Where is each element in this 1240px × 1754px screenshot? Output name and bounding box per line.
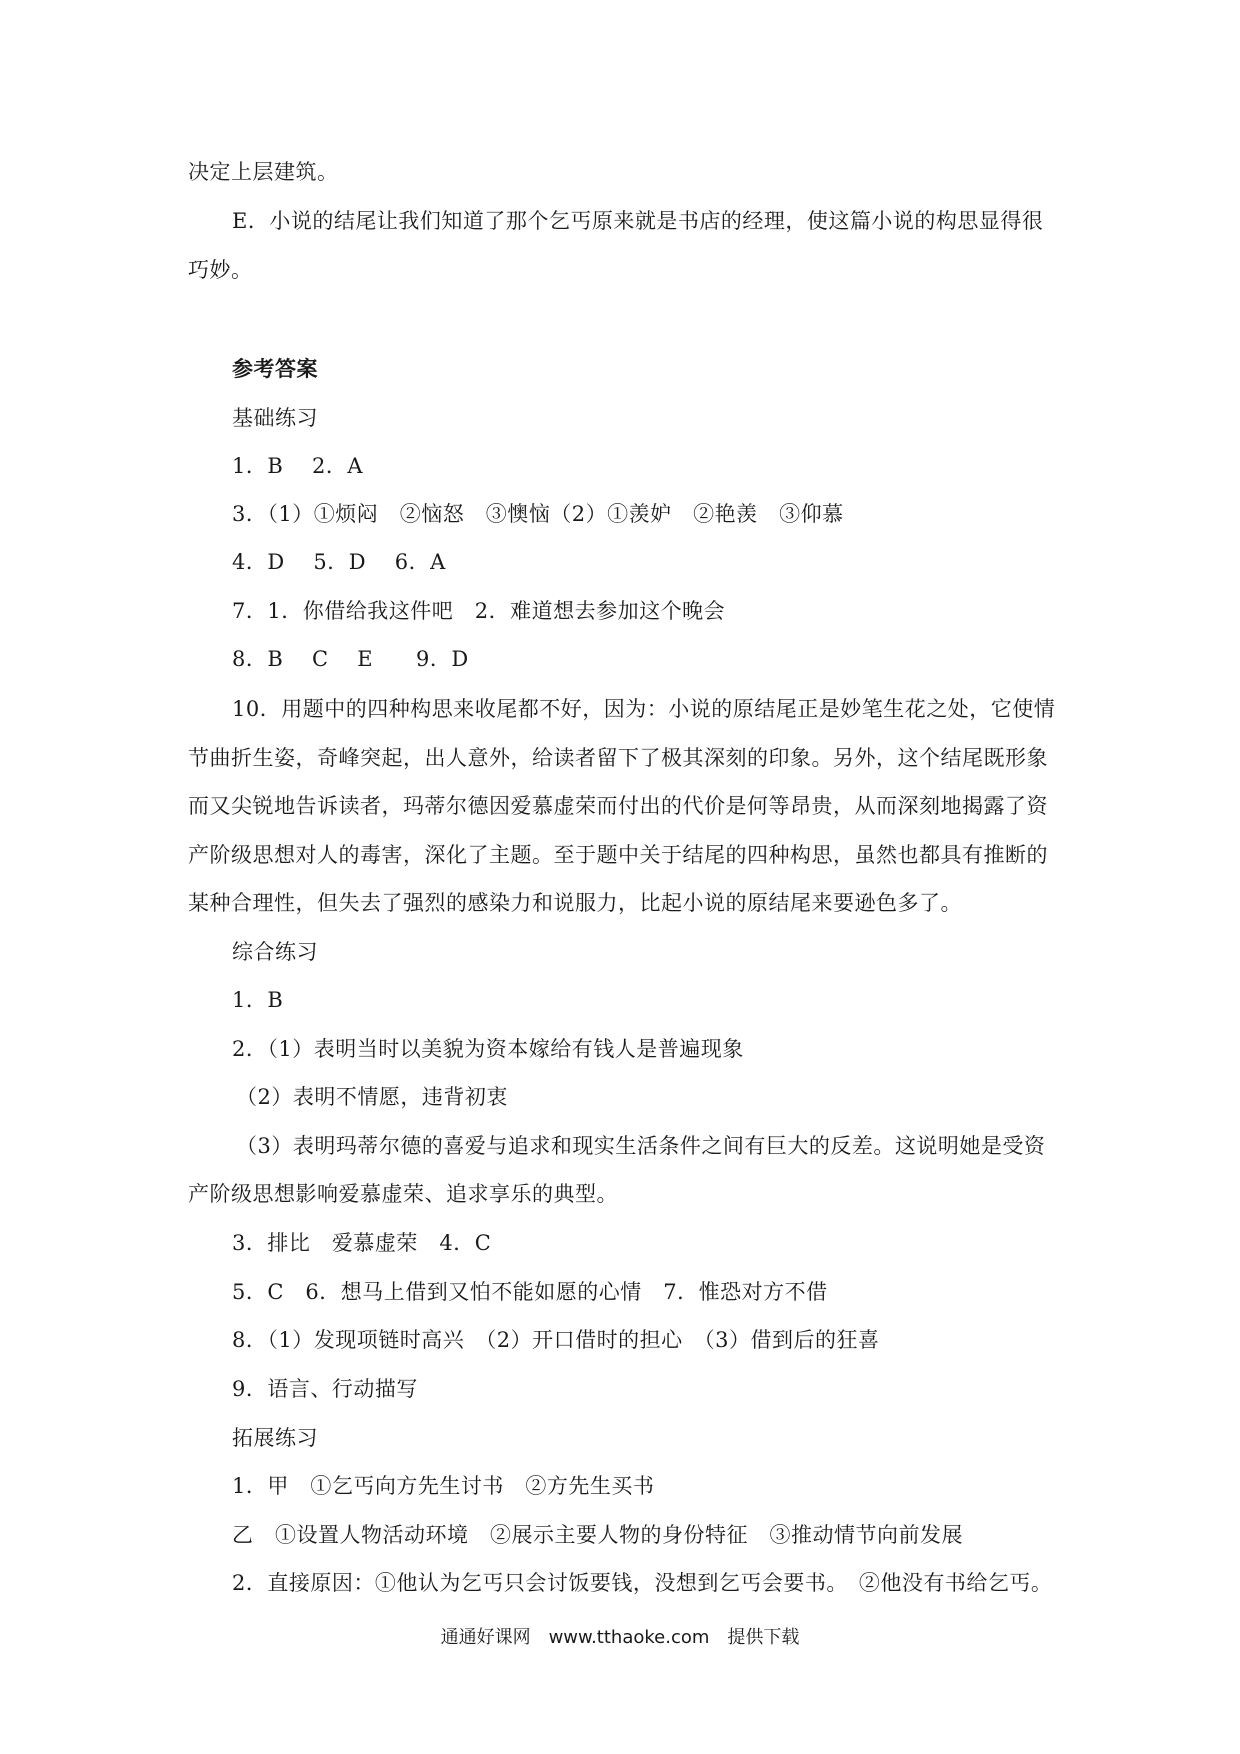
paragraph-line: 节曲折生姿，奇峰突起，出人意外，给读者留下了极其深刻的印象。另外，这个结尾既形象 (188, 746, 1048, 770)
answer-line: 4．D 5．D 6．A (232, 550, 446, 574)
section-heading-extension: 拓展练习 (232, 1426, 318, 1450)
answer-line: 乙 ①设置人物活动环境 ②展示主要人物的身份特征 ③推动情节向前发展 (232, 1523, 963, 1547)
answer-line: （3）表明玛蒂尔德的喜爱与追求和现实生活条件之间有巨大的反差。这说明她是受资 (236, 1134, 1046, 1158)
answer-line: 1．甲 ①乞丐向方先生讨书 ②方先生买书 (232, 1474, 655, 1498)
answers-title: 参考答案 (232, 356, 318, 381)
answer-line: 3．（1）①烦闷 ②恼怒 ③懊恼（2）①羡妒 ②艳羡 ③仰慕 (232, 502, 844, 526)
answer-line: 1．B (232, 988, 284, 1012)
answer-line: 9．语言、行动描写 (232, 1377, 418, 1401)
answer-line: 8．B C E 9．D (232, 647, 469, 671)
answer-line: 1．B 2．A (232, 454, 363, 478)
option-e-line-2: 巧妙。 (188, 258, 253, 282)
answer-line: 2．（1）表明当时以美貌为资本嫁给有钱人是普遍现象 (232, 1037, 744, 1061)
answer-line: （2）表明不情愿，违背初衷 (236, 1085, 508, 1109)
answer-line: 3．排比 爱慕虚荣 4．C (232, 1231, 492, 1255)
answer-line: 5．C 6．想马上借到又怕不能如愿的心情 7．惟恐对方不借 (232, 1280, 828, 1304)
paragraph-line: 产阶级思想对人的毒害，深化了主题。至于题中关于结尾的四种构思，虽然也都具有推断的 (188, 843, 1048, 867)
page-footer: 通通好课网 www.tthaoke.com 提供下载 (440, 1627, 800, 1648)
section-heading-comprehensive: 综合练习 (232, 940, 318, 964)
section-heading-basic: 基础练习 (232, 406, 318, 430)
paragraph-line: 10．用题中的四种构思来收尾都不好，因为：小说的原结尾正是妙笔生花之处，它使情 (232, 697, 1056, 721)
answer-line: 8．（1）发现项链时高兴 （2）开口借时的担心 （3）借到后的狂喜 (232, 1328, 880, 1352)
answer-line: 2．直接原因：①他认为乞丐只会讨饭要钱，没想到乞丐会要书。 ②他没有书给乞丐。 (232, 1571, 1053, 1595)
continued-text: 决定上层建筑。 (188, 160, 339, 184)
paragraph-line: 某种合理性，但失去了强烈的感染力和说服力，比起小说的原结尾来要逊色多了。 (188, 891, 962, 915)
paragraph-line: 而又尖锐地告诉读者，玛蒂尔德因爱慕虚荣而付出的代价是何等昂贵，从而深刻地揭露了资 (188, 794, 1048, 818)
option-e-line-1: E．小说的结尾让我们知道了那个乞丐原来就是书店的经理，使这篇小说的构思显得很 (232, 209, 1044, 233)
answer-line: 7．1．你借给我这件吧 2．难道想去参加这个晚会 (232, 599, 726, 623)
answer-line: 产阶级思想影响爱慕虚荣、追求享乐的典型。 (188, 1182, 618, 1206)
